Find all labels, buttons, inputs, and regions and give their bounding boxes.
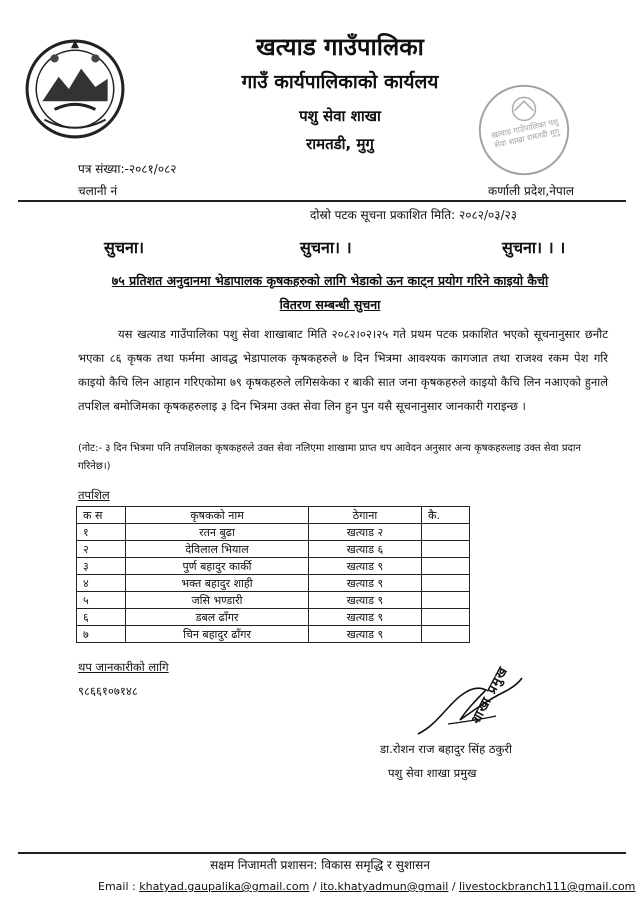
email-separator: / [312, 880, 317, 893]
col-remarks: कै. [422, 507, 470, 524]
office-stamp [476, 82, 572, 178]
signatory-name: डा.रोशन राज बहादुर सिंह ठकुरी [380, 742, 513, 756]
row-address: खत्याड ६ [309, 541, 422, 558]
table-row [77, 541, 470, 558]
row-serial: १ [77, 524, 126, 541]
row-address: खत्याड २ [309, 524, 422, 541]
row-farmer-name: डबल ढाँगर [126, 609, 309, 626]
contact-phone: ९८६६१०७१४८ [78, 684, 138, 698]
farmer-table [76, 506, 470, 643]
row-address: खत्याड ९ [309, 575, 422, 592]
office-location: रामतडी, मुगु [306, 135, 374, 153]
email-separator: / [451, 880, 456, 893]
row-remarks [422, 575, 470, 592]
row-farmer-name: देविलाल भियाल [126, 541, 309, 558]
table-header-row [77, 507, 470, 524]
table-row [77, 609, 470, 626]
notice-word-1: सुचना। [104, 238, 145, 257]
row-address: खत्याड ९ [309, 626, 422, 643]
row-address: खत्याड ९ [309, 592, 422, 609]
email-link-2[interactable]: ito.khatyadmun@gmail [320, 880, 449, 893]
row-serial: २ [77, 541, 126, 558]
contact-label: थप जानकारीको लागि [78, 660, 169, 674]
government-emblem-icon [24, 38, 126, 140]
email-link-3[interactable]: livestockbranch111@gmail.com [459, 880, 636, 893]
row-serial: ५ [77, 592, 126, 609]
row-farmer-name: चिन बहादुर ढाँगर [126, 626, 309, 643]
row-serial: ७ [77, 626, 126, 643]
email-label: Email : [98, 880, 136, 893]
notice-word-2: सुचना। । [300, 238, 352, 257]
row-address: खत्याड ९ [309, 609, 422, 626]
signature-icon [408, 664, 528, 750]
row-remarks [422, 541, 470, 558]
table-row [77, 558, 470, 575]
row-farmer-name: पुर्ण बहादुर कार्की [126, 558, 309, 575]
footer-divider [18, 852, 626, 854]
row-serial: ३ [77, 558, 126, 575]
office-name: गाउँ कार्यपालिकाको कार्यलय [241, 71, 439, 93]
stamp-text: खत्याड गाउँपालिका पशु सेवा शाखा रामतडी मुगु [490, 117, 561, 150]
org-name: खत्याड गाउँपालिका [256, 33, 424, 61]
row-remarks [422, 524, 470, 541]
row-remarks [422, 592, 470, 609]
col-serial: क स [77, 507, 126, 524]
notice-word-3: सुचना। । । [502, 238, 566, 257]
province: कर्णाली प्रदेश,नेपाल [488, 184, 574, 198]
row-remarks [422, 558, 470, 575]
col-farmer-name: कृषकको नाम [126, 507, 309, 524]
branch-name: पशु सेवा शाखा [299, 107, 381, 125]
notice-date: दोस्रो पटक सूचना प्रकाशित मिति: २०८२/०३/२३ [310, 208, 518, 222]
seal-stamp: शाखा प्रमुख [468, 664, 512, 727]
row-farmer-name: भक्त बहादुर शाही [126, 575, 309, 592]
signatory-title: पशु सेवा शाखा प्रमुख [388, 766, 477, 780]
table-row [77, 626, 470, 643]
table-row [77, 575, 470, 592]
row-serial: ६ [77, 609, 126, 626]
row-remarks [422, 609, 470, 626]
table-row [77, 592, 470, 609]
subject-line-1: ७५ प्रतिशत अनुदानमा भेडापालक कृषकहरुको लागि भेडाको ऊन काट्न प्रयोग गरिने काइयो कैची [111, 273, 549, 288]
subject-line-2: वितरण सम्बन्धी सुचना [279, 297, 381, 312]
table-title: तपशिल [78, 488, 110, 502]
row-farmer-name: जसि भण्डारी [126, 592, 309, 609]
letter-number: पत्र संख्या:-२०८१/०८२ [78, 162, 177, 176]
email-link-1[interactable]: khatyad.gaupalika@gmail.com [139, 880, 310, 893]
table-row [77, 524, 470, 541]
row-address: खत्याड ९ [309, 558, 422, 575]
row-remarks [422, 626, 470, 643]
col-address: ठेगाना [309, 507, 422, 524]
row-farmer-name: रतन बुढा [126, 524, 309, 541]
footer-emails [98, 880, 635, 893]
note-text: (नोट:- ३ दिन भित्रमा पनि तपशिलका कृषकहरुले उक्त सेवा नलिएमा शाखामा प्राप्त थप आवेदन अनुसार अन्य कृषकहरुलाइ उक्त सेवा प्रदान गरिनेछ।) [78, 443, 581, 472]
dispatch-number: चलानी नं [78, 184, 118, 198]
row-serial: ४ [77, 575, 126, 592]
header-divider [18, 200, 626, 202]
footer-motto: सक्षम निजामती प्रशासन: विकास समृद्धि र सुशासन [210, 858, 430, 872]
body-paragraph: यस खत्याड गाउँपालिका पशु सेवा शाखाबाट मिति २०८२।०२।२५ गते प्रथम पटक प्रकाशित भएको सूचनानुसार छनौट भएका ८६ कृषक तथा फर्ममा आवद्ध भेडापालक कृषकहरुले ७ दिन भित्रमा आवश्यक कागजात तथा राजश्व रकम पेश गरि काइयो कैचि लिन आहान गरिएकोमा ७९ कृषकहरुले लगिसकेका र बाकी सात जना कृषकहरुले काइयो कैचि लिन नआएको हुनाले तपशिल बमोजिमका कृषकहरुलाइ ३ दिन भित्रमा उक्त सेवा लिन हुन पुन यसै सूचनानुसार जानकारी गराइन्छ । [78, 327, 608, 413]
